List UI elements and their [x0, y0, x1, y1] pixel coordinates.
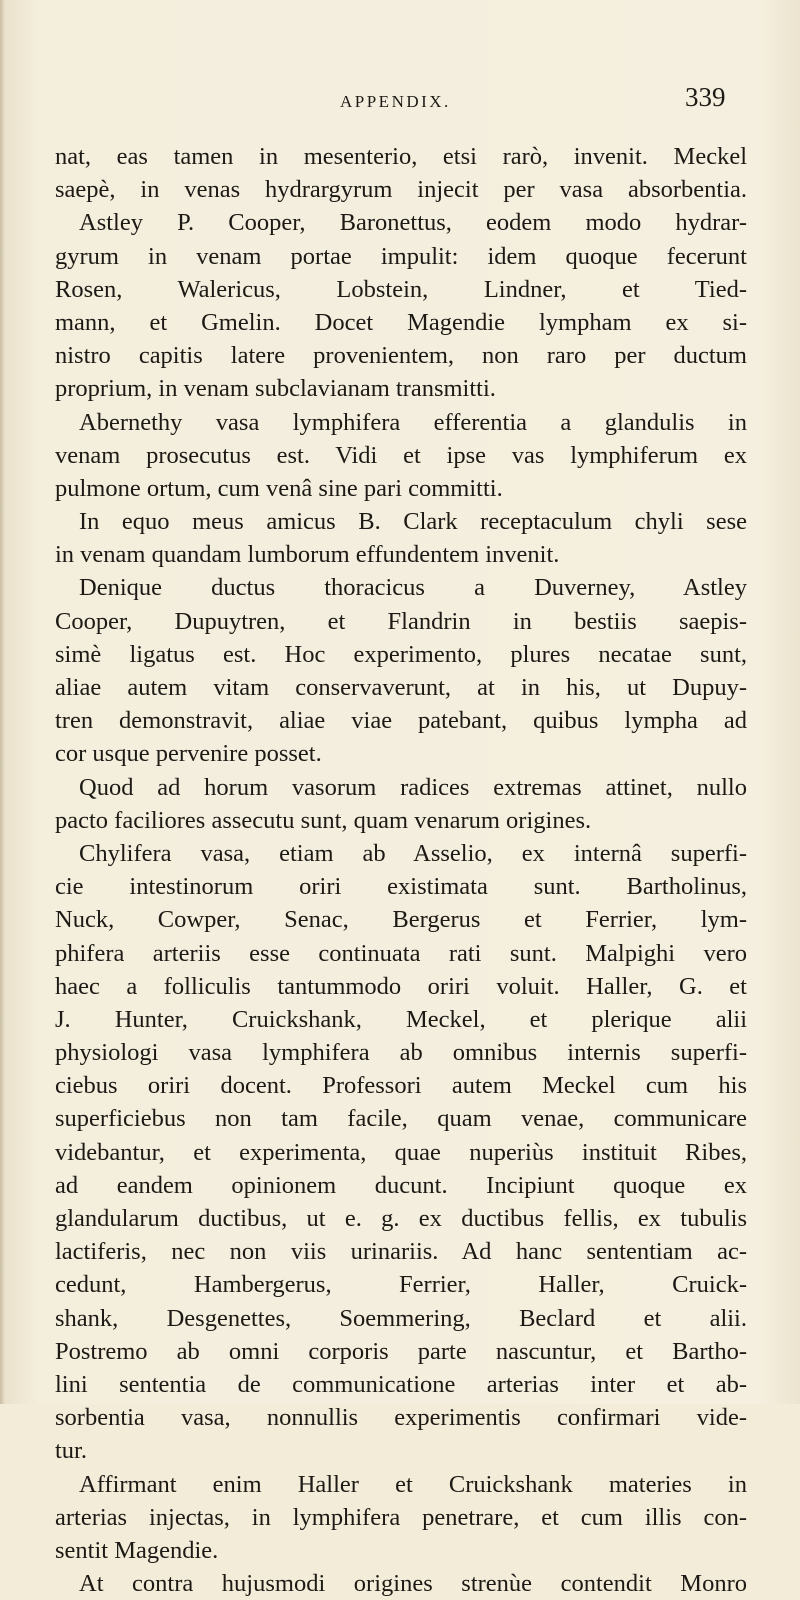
page-header	[0, 80, 800, 120]
text-line: At contra hujusmodi origines strenùe contendit Monro	[79, 1570, 747, 1598]
text-line: physiologi vasa lymphifera ab omnibus internis superfi-	[55, 1039, 747, 1067]
text-line: venam prosecutus est. Vidi et ipse vas lymphiferum ex	[55, 441, 747, 469]
text-line: pacto faciliores assecutu sunt, quam venarum origines.	[55, 806, 592, 834]
text-line: haec a folliculis tantummodo oriri voluit. Haller, G. et	[55, 972, 747, 1000]
text-line: sentit Magendie.	[55, 1536, 219, 1564]
text-line: gyrum in venam portae impulit: idem quoque fecerunt	[55, 242, 747, 270]
text-line: cie intestinorum oriri existimata sunt. Bartholinus,	[55, 873, 747, 901]
text-line: J. Hunter, Cruickshank, Meckel, et plerique alii	[55, 1005, 747, 1033]
text-line: shank, Desgenettes, Soemmering, Beclard et alii.	[55, 1304, 747, 1332]
text-line: In equo meus amicus B. Clark receptaculum chyli sese	[79, 508, 747, 536]
text-line: lini sententia de communicatione arterias inter et ab-	[55, 1370, 747, 1398]
text-line: phifera arteriis esse continuata rati sunt. Malpighi vero	[55, 939, 747, 967]
text-line: Astley P. Cooper, Baronettus, eodem modo hydrar-	[79, 209, 747, 237]
text-line: glandularum ductibus, ut e. g. ex ductibus fellis, ex tubulis	[55, 1205, 747, 1232]
text-line: Postremo ab omni corporis parte nascuntur, et Bartho-	[55, 1337, 747, 1365]
text-line: aliae autem vitam conservaverunt, at in his, ut Dupuy-	[55, 674, 747, 701]
body-text	[55, 140, 747, 1600]
text-line: Rosen, Walericus, Lobstein, Lindner, et Tied-	[55, 275, 747, 303]
text-line: cor usque pervenire posset.	[55, 740, 322, 768]
text-line: lactiferis, nec non viis urinariis. Ad hanc sententiam ac-	[55, 1238, 747, 1266]
running-title: APPENDIX.	[340, 92, 451, 111]
text-line: in venam quandam lumborum effundentem invenit.	[55, 541, 560, 569]
text-line: tur.	[55, 1437, 87, 1465]
text-line: simè ligatus est. Hoc experimento, plures necatae sunt,	[55, 640, 747, 668]
text-line: ciebus oriri docent. Professori autem Meckel cum his	[55, 1072, 747, 1100]
text-line: sorbentia vasa, nonnullis experimentis confirmari vide-	[55, 1404, 747, 1432]
text-line: Chylifera vasa, etiam ab Asselio, ex internâ superfi-	[79, 839, 747, 867]
binding-edge	[0, 0, 6, 1404]
text-line: saepè, in venas hydrargyrum injecit per vasa absorbentia.	[55, 176, 747, 204]
text-line: Denique ductus thoracicus a Duverney, Astley	[79, 574, 747, 602]
text-line: videbantur, et experimenta, quae nuperiùs instituit Ribes,	[55, 1138, 747, 1166]
text-line: Cooper, Dupuytren, et Flandrin in bestiis saepis-	[55, 607, 747, 635]
text-line: Nuck, Cowper, Senac, Bergerus et Ferrier, lym-	[55, 906, 747, 934]
text-line: Affirmant enim Haller et Cruickshank materies in	[79, 1470, 747, 1498]
text-line: Abernethy vasa lymphifera efferentia a glandulis in	[79, 408, 747, 436]
text-line: tren demonstravit, aliae viae patebant, quibus lympha ad	[55, 707, 747, 735]
text-line: proprium, in venam subclavianam transmitti.	[55, 375, 496, 403]
text-line: nat, eas tamen in mesenterio, etsi rarò, invenit. Meckel	[55, 143, 747, 170]
text-line: arterias injectas, in lymphifera penetrare, et cum illis con-	[55, 1503, 747, 1531]
text-line: mann, et Gmelin. Docet Magendie lympham ex si-	[55, 308, 747, 336]
text-line: ad eandem opinionem ducunt. Incipiunt quoque ex	[55, 1171, 747, 1199]
page-number: 339	[685, 82, 726, 112]
text-line: pulmone ortum, cum venâ sine pari committi.	[55, 474, 503, 502]
text-line: superficiebus non tam facile, quam venae, communicare	[55, 1105, 747, 1133]
text-line: nistro capitis latere provenientem, non raro per ductum	[55, 342, 747, 370]
text-line: cedunt, Hambergerus, Ferrier, Haller, Cruick-	[55, 1271, 747, 1299]
text-line: Quod ad horum vasorum radices extremas attinet, nullo	[79, 773, 747, 801]
